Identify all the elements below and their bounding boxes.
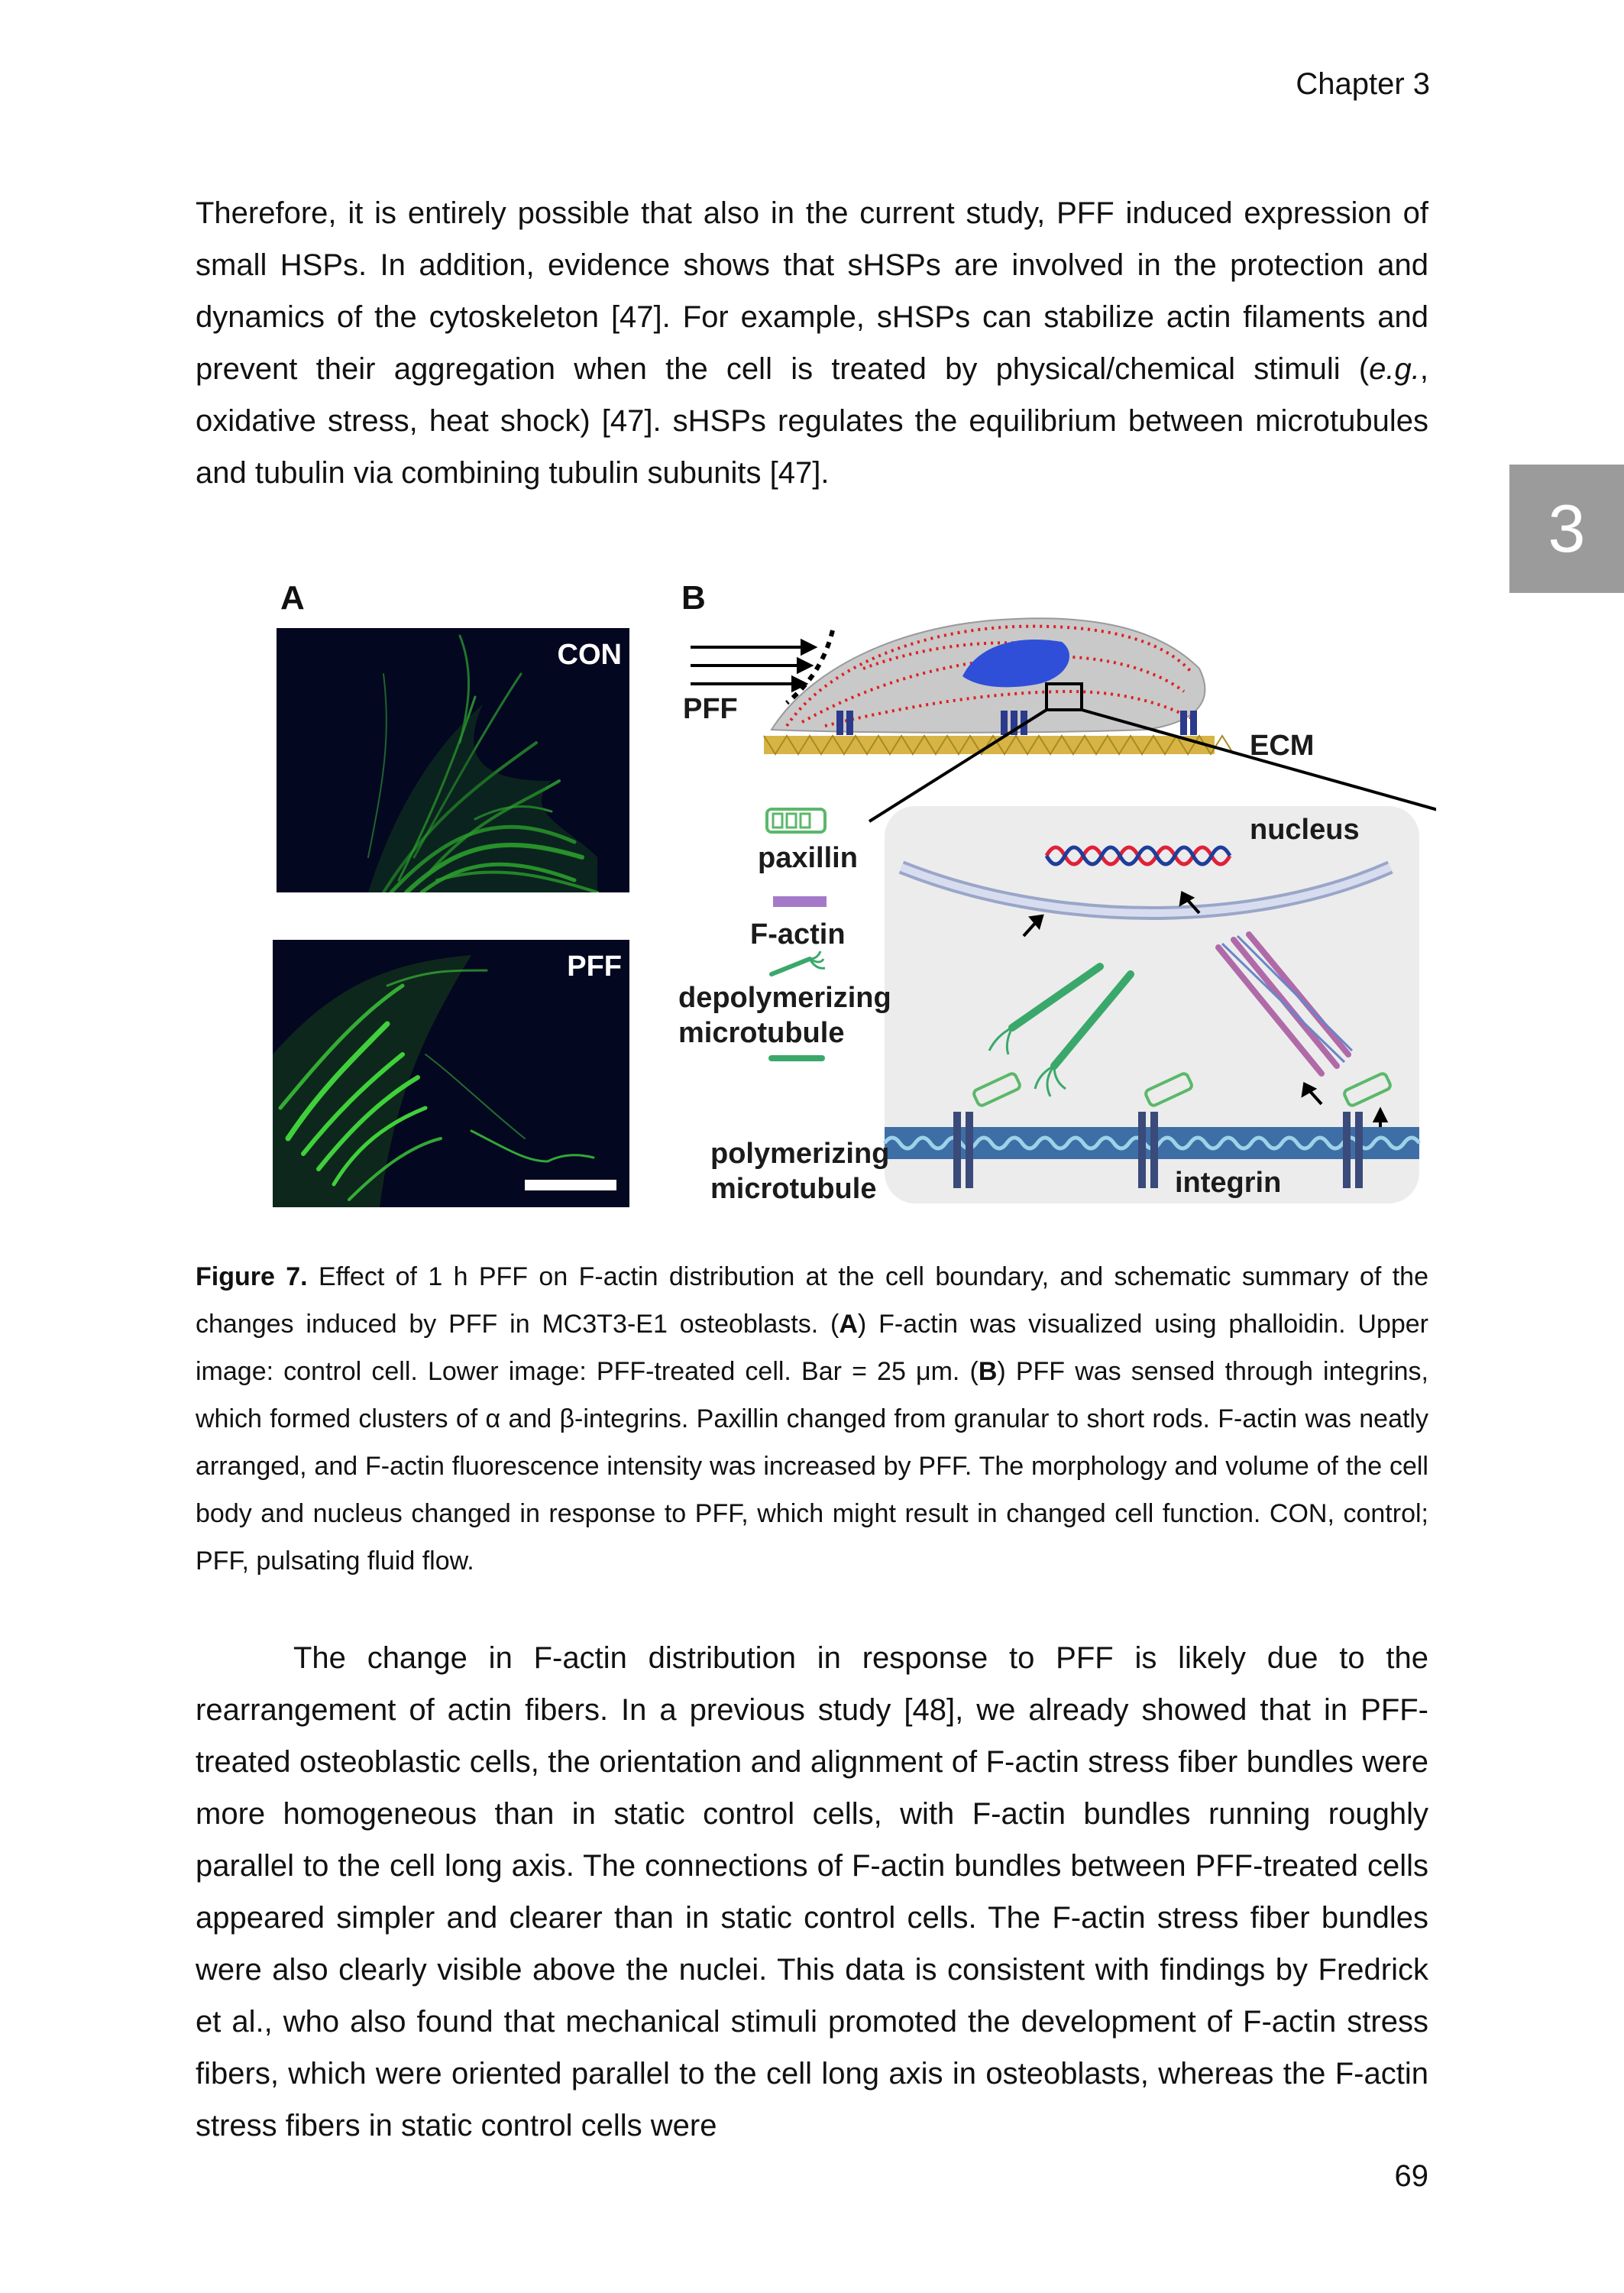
legend-depolymerizing-microtubule	[678, 980, 891, 1051]
ecm-label: ECM	[1250, 730, 1315, 762]
caption-text-2: ) F-actin was visualized using phalloidin. Upper image: control cell. Lower image: PFF-treated cell. Bar = 25 μm. (	[196, 1310, 1428, 1386]
f-actin-icon	[773, 896, 827, 907]
caption-text-3: ) PFF was sensed through integrins, which formed clusters of α and β-integrins. Paxillin changed from granular to short rods. F-actin was neatly arranged, and F-actin fluorescence intensity was increased by PFF. The morphology and volume of the cell body and nucleus changed in response to PFF, which might result in changed cell function. CON, control; PFF, pulsating fluid flow.	[196, 1357, 1428, 1576]
figure-caption	[196, 1253, 1428, 1585]
con-label: CON	[557, 639, 622, 671]
micrograph-pff	[273, 940, 629, 1207]
body-paragraph-2: The change in F-actin distribution in response to PFF is likely due to the rearrangement of actin fibers. In a previous study [48], we already showed that in PFF-treated osteoblastic cells, the orientation and alignment of F-actin stress fiber bundles were more homogeneous than in static control cells, with F-actin bundles running roughly parallel to the cell long axis. The connections of F-actin bundles between PFF-treated cells appeared simpler and clearer than in static control cells. The F-actin stress fiber bundles were also clearly visible above the nuclei. This data is consistent with findings by Fredrick et al., who also found that mechanical stimuli promoted the development of F-actin stress fibers, which were oriented parallel to the cell long axis in osteoblasts, whereas the F-actin stress fibers in static control cells were	[196, 1641, 1428, 2142]
body-paragraph-1	[196, 187, 1428, 499]
paragraph-1-text-b: , oxidative stress, heat shock) [47]. sHSPs regulates the equilibrium between microtubules and tubulin via combining tubulin subunits [47].	[196, 352, 1428, 490]
chapter-tab: 3	[1509, 465, 1624, 593]
depolymerizing-microtubule-icon	[772, 959, 810, 974]
legend-poly-line-1: polymerizing	[710, 1138, 890, 1170]
panel-b-letter: B	[681, 579, 706, 617]
legend-depoly-line-1: depolymerizing	[678, 982, 891, 1014]
chapter-header: Chapter 3	[1296, 67, 1430, 101]
page-number: 69	[1394, 2159, 1428, 2193]
nucleus-label: nucleus	[1250, 814, 1360, 846]
legend-polymerizing-microtubule	[710, 1136, 889, 1206]
legend-paxillin: paxillin	[758, 842, 858, 874]
pff-flow-label: PFF	[683, 693, 738, 725]
schematic-diagram	[672, 577, 1436, 1211]
caption-ref-b: B	[978, 1357, 998, 1386]
scale-bar	[525, 1180, 616, 1190]
legend-f-actin: F-actin	[750, 918, 846, 951]
pff-label: PFF	[567, 951, 622, 983]
integrin-label: integrin	[1175, 1167, 1282, 1199]
panel-a-letter: A	[280, 579, 305, 617]
caption-ref-a: A	[839, 1310, 858, 1339]
caption-text-1: Effect of 1 h PFF on F-actin distribution at the cell boundary, and schematic summary of the changes induced by PFF in MC3T3-E1 osteoblasts. (	[196, 1262, 1428, 1339]
paragraph-1-text-a: Therefore, it is entirely possible that also in the current study, PFF induced expression of small HSPs. In addition, evidence shows that sHSPs are involved in the protection and dynamics of the cytoskeleton [47]. For example, sHSPs can stabilize actin filaments and prevent their aggregation when the cell is treated by physical/chemical stimuli (	[196, 196, 1428, 386]
paragraph-1-italic: e.g.	[1369, 352, 1420, 386]
legend-depoly-line-2: microtubule	[678, 1017, 845, 1049]
micrograph-control	[277, 628, 629, 892]
caption-label: Figure 7.	[196, 1262, 308, 1291]
legend-poly-line-2: microtubule	[710, 1173, 877, 1205]
